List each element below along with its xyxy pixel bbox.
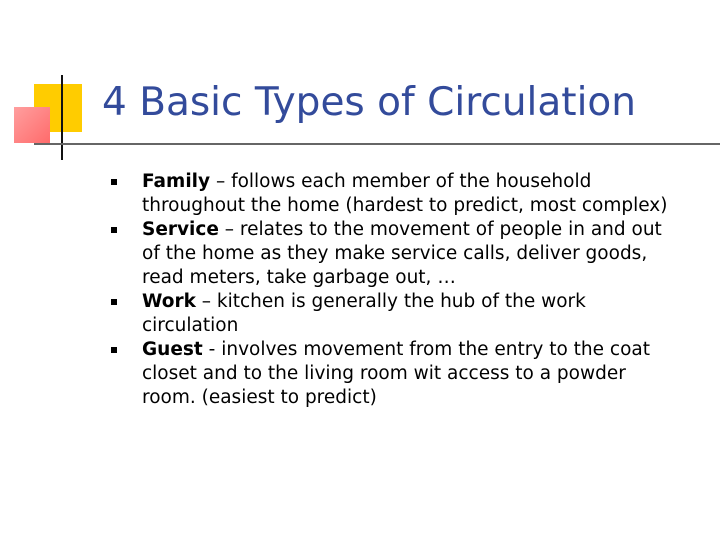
bullet-text: - involves movement from the entry to the coat closet and to the living room wit access to a powder room. (easiest to predict) (142, 339, 650, 408)
square-bullet-icon (111, 347, 117, 353)
bullet-text: – kitchen is generally the hub of the work circulation (142, 291, 586, 336)
square-bullet-icon (111, 179, 117, 185)
square-bullet-icon (111, 227, 117, 233)
title-underline (34, 143, 720, 145)
slide-title: 4 Basic Types of Circulation (102, 80, 636, 125)
bullet-term: Service (142, 219, 219, 240)
pink-square-highlight (14, 107, 50, 143)
bullet-item-work (111, 290, 681, 338)
bullet-text: – follows each member of the household throughout the home (hardest to predict, most complex) (142, 171, 668, 216)
bullet-list (111, 170, 681, 410)
square-bullet-icon (111, 299, 117, 305)
bullet-term: Guest (142, 339, 203, 360)
bullet-term: Family (142, 171, 211, 192)
bullet-item-family (111, 170, 681, 218)
vertical-rule (61, 75, 63, 160)
bullet-item-service (111, 218, 681, 290)
bullet-text: – relates to the movement of people in and out of the home as they make service calls, deliver goods, read meters, take garbage out, … (142, 219, 662, 288)
bullet-term: Work (142, 291, 196, 312)
bullet-item-guest (111, 338, 681, 410)
